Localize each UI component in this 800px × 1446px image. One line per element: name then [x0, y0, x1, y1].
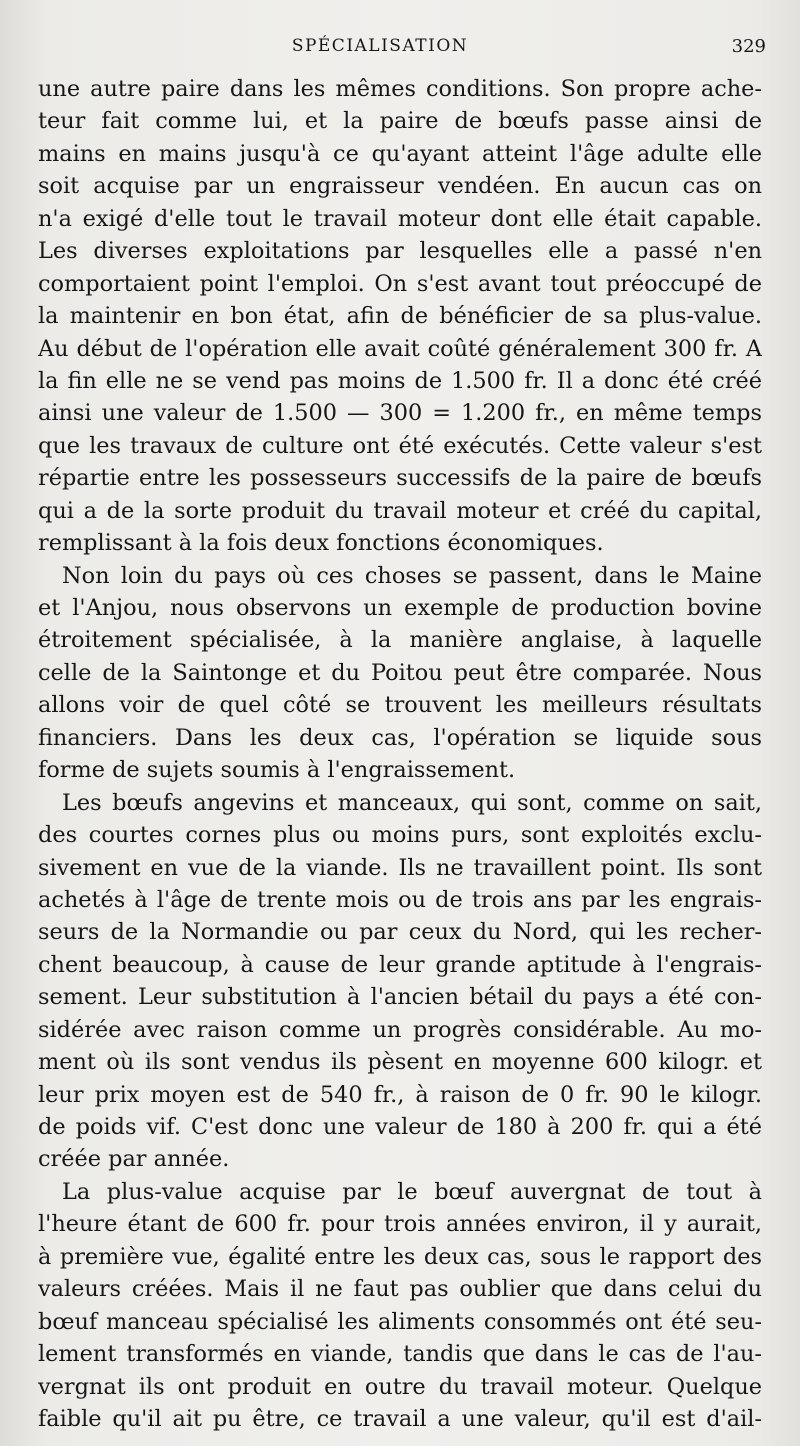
paragraph [38, 787, 762, 1176]
text-line: seurs de la Normandie ou par ceux du Nord, qui les recher- [38, 919, 762, 946]
text-line: Les diverses exploitations par lesquelles elle a passé n'en [38, 238, 762, 265]
text-line: ment où ils sont vendus ils pèsent en moyenne 600 kilogr. et [38, 1049, 762, 1076]
text-line: achetés à l'âge de trente mois ou de trois ans par les engrais- [38, 886, 762, 913]
running-head-title: SPÉCIALISATION [291, 36, 469, 56]
text-line: celle de la Saintonge et du Poitou peut être comparée. Nous [38, 659, 762, 686]
text-line: chent beaucoup, à cause de leur grande aptitude à l'engrais- [38, 951, 762, 978]
text-line: allons voir de quel côté se trouvent les meilleurs résultats [38, 692, 762, 719]
text-line: n'a exigé d'elle tout le travail moteur dont elle était capable. [38, 205, 762, 232]
body-text [38, 73, 762, 1435]
text-line: faible qu'il ait pu être, ce travail a une valeur, qu'il est d'ail- [38, 1405, 762, 1432]
text-line: une autre paire dans les mêmes conditions. Son propre ache- [38, 76, 762, 102]
page-number: 329 [731, 36, 766, 57]
running-head [0, 33, 800, 61]
text-line: valeurs créées. Mais il ne faut pas oublier que dans celui du [38, 1276, 762, 1303]
paragraph [38, 73, 762, 560]
text-line: des courtes cornes plus ou moins purs, sont exploités exclu- [38, 822, 762, 849]
text-line: l'heure étant de 600 fr. pour trois années environ, il y aurait, [38, 1211, 762, 1238]
text-line: bœuf manceau spécialisé les aliments consommés ont été seu- [38, 1308, 762, 1335]
text-line: créée par année. [38, 1146, 230, 1173]
text-line: financiers. Dans les deux cas, l'opération se liquide sous [38, 724, 762, 751]
text-line: sement. Leur substitution à l'ancien bétail du pays a été con- [38, 984, 762, 1011]
text-line: sivement en vue de la viande. Ils ne travaillent point. Ils sont [38, 854, 762, 881]
text-line: soit acquise par un engraisseur vendéen. En aucun cas on [38, 173, 762, 200]
text-line: vergnat ils ont produit en outre du travail moteur. Quelque [38, 1373, 762, 1400]
text-line: mains en mains jusqu'à ce qu'ayant atteint l'âge adulte elle [38, 140, 762, 167]
text-line: répartie entre les possesseurs successifs de la paire de bœufs [38, 465, 762, 492]
text-line: étroitement spécialisée, à la manière anglaise, à laquelle [38, 627, 762, 654]
text-line: forme de sujets soumis à l'engraissement. [38, 757, 516, 784]
text-line: La plus-value acquise par le bœuf auvergnat de tout à [62, 1178, 762, 1205]
text-line: comportaient point l'emploi. On s'est avant tout préoccupé de [38, 270, 762, 297]
text-line: lement transformés en viande, tandis que dans le cas de l'au- [38, 1341, 762, 1368]
text-line: Au début de l'opération elle avait coûté généralement 300 fr. A [38, 335, 762, 362]
text-line: à première vue, égalité entre les deux cas, sous le rapport des [38, 1243, 762, 1270]
text-line: ainsi une valeur de 1.500 — 300 = 1.200 fr., en même temps [38, 400, 762, 427]
text-line: leur prix moyen est de 540 fr., à raison de 0 fr. 90 le kilogr. [38, 1081, 762, 1108]
text-line: Non loin du pays où ces choses se passent, dans le Maine [62, 562, 762, 589]
text-line: la fin elle ne se vend pas moins de 1.500 fr. Il a donc été créé [38, 367, 762, 394]
text-line: Les bœufs angevins et manceaux, qui sont, comme on sait, [62, 789, 762, 816]
text-line: que les travaux de culture ont été exécutés. Cette valeur s'est [38, 432, 762, 459]
text-line: sidérée avec raison comme un progrès considérable. Au mo- [38, 1016, 762, 1043]
text-line: qui a de la sorte produit du travail moteur et créé du capital, [38, 497, 762, 524]
text-line: de poids vif. C'est donc une valeur de 180 à 200 fr. qui a été [38, 1114, 762, 1140]
paragraph [38, 560, 762, 787]
text-line: remplissant à la fois deux fonctions économiques. [38, 530, 604, 557]
text-line: la maintenir en bon état, afin de bénéficier de sa plus-value. [38, 303, 762, 330]
text-line: et l'Anjou, nous observons un exemple de production bovine [38, 595, 762, 621]
text-line: teur fait comme lui, et la paire de bœufs passe ainsi de [38, 108, 762, 135]
paragraph [38, 1176, 762, 1436]
